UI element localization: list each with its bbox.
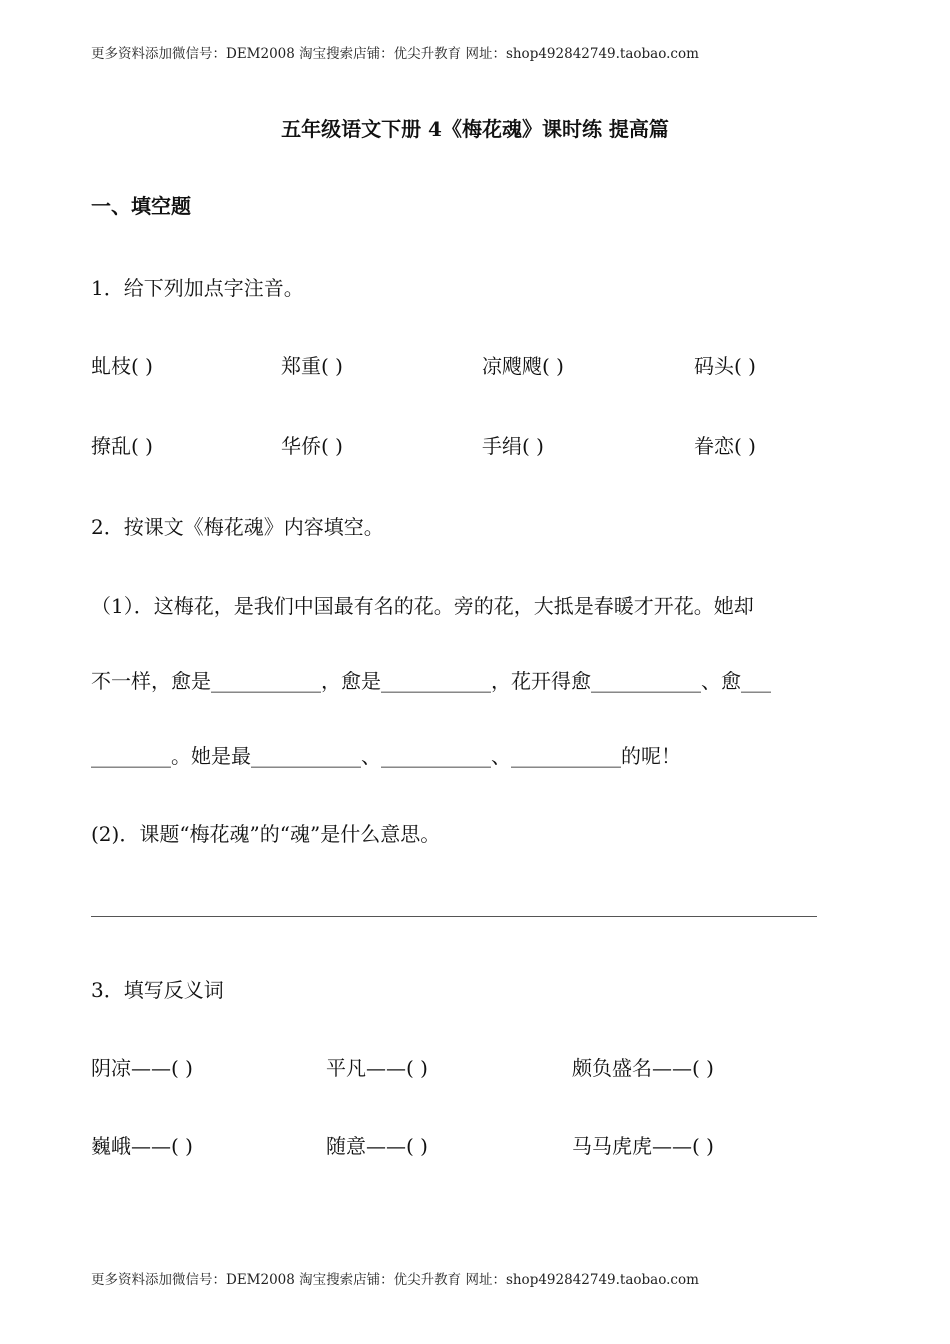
passage-line: ________。她是最___________、___________、___________的呢！ <box>91 744 681 768</box>
page-footer: 更多资料添加微信号：DEM2008 淘宝搜索店铺：优尖升教育 网址：shop492842749.taobao.com <box>91 1272 699 1288</box>
antonym-item: 平凡——( ) <box>326 1056 428 1080</box>
pinyin-item: 撩乱( ) <box>91 434 153 458</box>
passage-line: 不一样，愈是___________，愈是___________，花开得愈___________、愈___ <box>91 669 771 693</box>
antonym-item: 马马虎虎——( ) <box>572 1134 714 1158</box>
pinyin-item: 眷恋( ) <box>694 434 756 458</box>
antonym-item: 随意——( ) <box>326 1134 428 1158</box>
question-3-prompt: 3．填写反义词 <box>91 978 224 1002</box>
answer-line <box>91 916 817 917</box>
question-1-prompt: 1．给下列加点字注音。 <box>91 276 304 300</box>
pinyin-item: 凉飕飕( ) <box>482 354 564 378</box>
page-header: 更多资料添加微信号：DEM2008 淘宝搜索店铺：优尖升教育 网址：shop492842749.taobao.com <box>91 46 699 62</box>
question-2-part-2: (2)．课题“梅花魂”的“魂”是什么意思。 <box>91 822 441 846</box>
pinyin-item: 郑重( ) <box>281 354 343 378</box>
antonym-item: 颇负盛名——( ) <box>572 1056 714 1080</box>
passage-line: （1）．这梅花，是我们中国最有名的花。旁的花，大抵是春暖才开花。她却 <box>91 594 754 618</box>
pinyin-item: 码头( ) <box>694 354 756 378</box>
section-heading: 一、填空题 <box>91 194 191 218</box>
antonym-item: 巍峨——( ) <box>91 1134 193 1158</box>
question-2-prompt: 2．按课文《梅花魂》内容填空。 <box>91 515 384 539</box>
pinyin-item: 华侨( ) <box>281 434 343 458</box>
pinyin-item: 虬枝( ) <box>91 354 153 378</box>
document-title: 五年级语文下册 4《梅花魂》课时练 提高篇 <box>281 117 669 141</box>
pinyin-item: 手绢( ) <box>482 434 544 458</box>
antonym-item: 阴凉——( ) <box>91 1056 193 1080</box>
